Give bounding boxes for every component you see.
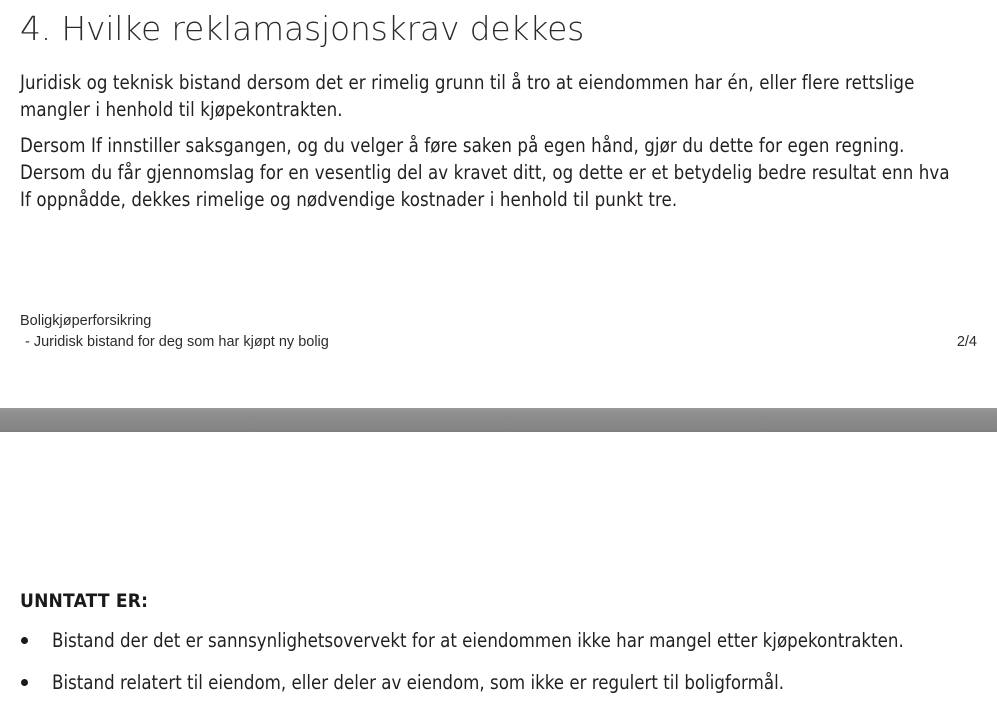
section-heading-exclusions: UNNTATT ER:: [20, 590, 149, 612]
list-item-text: Bistand der det er sannsynlighetsovervekt for at eiendommen ikke har mangel etter kjøpekontrakten.: [52, 629, 904, 652]
body-paragraph-2: Dersom If innstiller saksgangen, og du velger å føre saken på egen hånd, gjør du dette for egen regning. Dersom du får gjennomslag for en vesentlig del av kravet ditt, og dette er et betydelig bedre resultat enn hva If oppnådde, dekkes rimelige og nødvendige kostnader i henhold til punkt tre.: [20, 134, 950, 211]
page-title: 4. Hvilke reklamasjonskrav dekkes: [20, 9, 585, 48]
slide-lower: [0, 432, 997, 720]
list-item: [0, 670, 997, 696]
bullet-point-icon: [21, 679, 28, 686]
footer-product-subtitle: - Juridisk bistand for deg som har kjøpt ny bolig: [25, 334, 329, 350]
list-item: [0, 628, 997, 654]
slide-divider-bar: [0, 408, 997, 432]
list-item-text: Bistand relatert til eiendom, eller deler av eiendom, som ikke er regulert til boligformål.: [52, 671, 785, 694]
page-number: 2/4: [956, 334, 977, 350]
body-paragraph-1: Juridisk og teknisk bistand dersom det er rimelig grunn til å tro at eiendommen har én, eller flere rettslige mangler i henhold til kjøpekontrakten.: [20, 71, 915, 121]
footer-block: [20, 311, 720, 353]
bullet-point-icon: [21, 637, 28, 644]
exclusions-list: [0, 628, 997, 712]
footer-product-name: Boligkjøperforsikring: [20, 313, 152, 329]
